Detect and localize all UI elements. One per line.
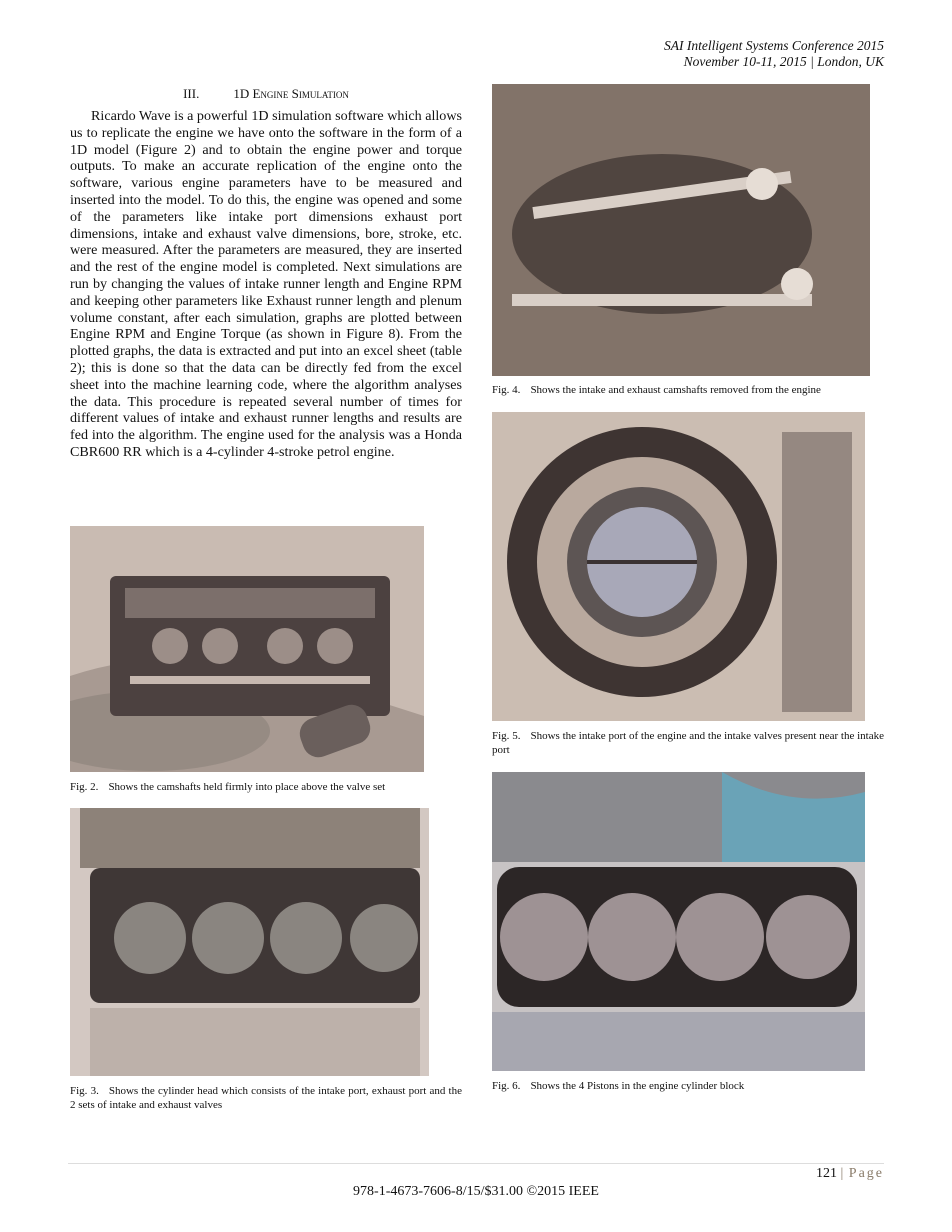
figure-6-label: Fig. 6. — [492, 1080, 521, 1092]
figure-4-label: Fig. 4. — [492, 384, 521, 396]
page-number-value: 121 — [815, 1166, 837, 1181]
figure-6-image — [492, 772, 865, 1071]
section-title: 1D Engine Simulation — [233, 86, 349, 101]
figure-5-label: Fig. 5. — [492, 730, 521, 742]
page-word: Page — [848, 1166, 884, 1181]
figure-3-caption — [70, 1084, 462, 1112]
figure-3-image — [70, 808, 429, 1076]
footer-rule — [68, 1163, 884, 1164]
figure-3-text: Shows the cylinder head which consists of the intake port, exhaust port and the 2 sets of intake and exhaust valves — [70, 1085, 462, 1111]
isbn-copyright-line: 978-1-4673-7606-8/15/$31.00 ©2015 IEEE — [353, 1184, 599, 1199]
figure-5-text: Shows the intake port of the engine and the intake valves present near the intake port — [492, 730, 884, 756]
figure-6-caption — [492, 1079, 884, 1093]
figure-4-image — [492, 84, 870, 376]
conference-date-location: November 10-11, 2015 | London, UK — [683, 54, 884, 69]
section-heading — [70, 86, 462, 102]
figure-4-text: Shows the intake and exhaust camshafts removed from the engine — [530, 384, 821, 396]
section-number: III. — [183, 86, 200, 101]
body-paragraph: Ricardo Wave is a powerful 1D simulation software which allows us to replicate the engine we have onto the software in the form of a 1D model (Figure 2) and to obtain the engine power and torque outputs. To make an accurate replication of the engine onto the software, various engine parameters have to be measured and inserted into the model. To do this, the engine was opened and some of the parameters like intake port dimensions exhaust port dimensions, intake and exhaust valve dimensions, bore, stroke, etc. were measured. After the parameters are measured, they are inserted and the rest of the engine model is completed. Next simulations are run by changing the values of intake runner length and Engine RPM and keeping other parameters like Exhaust runner length and plenum volume constant, after each simulation, graphs are plotted between Engine RPM and Engine Torque (as shown in Figure 8). From the plotted graphs, the data is extracted and put into an excel sheet (table 2); this is done so that the data can be directly fed from the excel sheet into the machine learning code, where the algorithm analyses the data. This procedure is repeated several number of times for different values of intake and exhaust runner lengths and results are fed into the algorithm. The engine used for the analysis was a Honda CBR600 RR which is a 4-cylinder 4-stroke petrol engine. — [70, 108, 462, 460]
conference-name: SAI Intelligent Systems Conference 2015 — [664, 38, 884, 53]
figure-2-text: Shows the camshafts held firmly into place above the valve set — [108, 781, 386, 793]
running-header — [664, 38, 884, 70]
figure-2-image — [70, 526, 424, 772]
figure-6-text: Shows the 4 Pistons in the engine cylinder block — [530, 1080, 745, 1092]
figure-5-image — [492, 412, 865, 721]
figure-4-caption — [492, 383, 884, 397]
figure-2-caption — [70, 780, 462, 794]
figure-5-caption — [492, 729, 884, 757]
page-separator: | — [840, 1166, 846, 1181]
figure-2-label: Fig. 2. — [70, 781, 99, 793]
figure-3-label: Fig. 3. — [70, 1085, 99, 1097]
page-number — [816, 1166, 884, 1182]
